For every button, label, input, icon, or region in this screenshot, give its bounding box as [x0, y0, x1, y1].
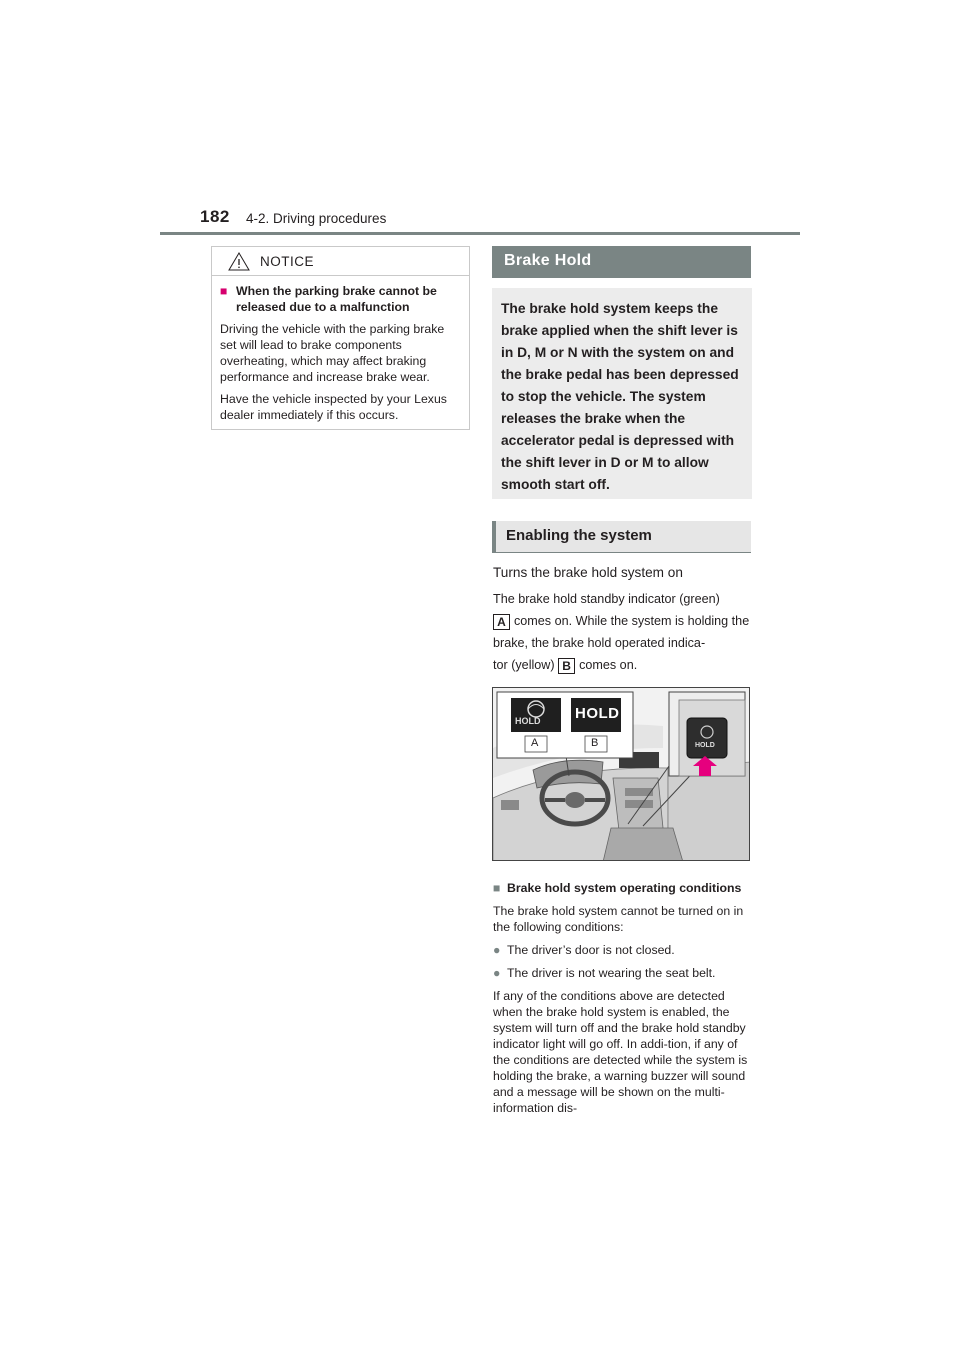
notice-subheading-text: When the parking brake cannot be released due to a malfunction	[236, 284, 437, 314]
notice-paragraph-2: Have the vehicle inspected by your Lexus dealer immediately if this occurs.	[220, 392, 447, 422]
conditions-heading-text: Brake hold system operating conditions	[507, 881, 742, 895]
conditions-section	[493, 880, 755, 1116]
square-bullet-icon: ■	[493, 881, 501, 895]
enabling-instruction: Turns the brake hold system on	[493, 565, 683, 580]
brake-hold-title-bar: Brake Hold	[492, 246, 751, 278]
square-bullet-icon: ■	[220, 284, 228, 298]
tag-b: B	[558, 658, 575, 674]
notice-label: NOTICE	[260, 254, 315, 269]
section-title: 4-2. Driving procedures	[246, 211, 387, 226]
desc-part-4: comes on.	[579, 658, 638, 672]
enabling-title-bar: Enabling the system	[492, 521, 751, 553]
figure-label-b: B	[591, 737, 599, 749]
enabling-description	[493, 588, 755, 676]
brake-hold-figure	[492, 687, 750, 861]
page-number: 182	[200, 207, 230, 226]
indicator-b-text: HOLD	[575, 705, 620, 722]
notice-subheading	[220, 283, 455, 315]
switch-text: HOLD	[695, 742, 715, 749]
notice-header	[212, 247, 469, 276]
condition-item-text: The driver’s door is not closed.	[507, 943, 675, 957]
dashboard-illustration	[493, 688, 750, 861]
indicator-a-text: HOLD	[515, 716, 541, 726]
circle-bullet-icon: ●	[493, 966, 501, 980]
condition-item	[493, 942, 755, 958]
tag-a: A	[493, 614, 510, 630]
notice-paragraph-1: Driving the vehicle with the parking brake set will lead to brake components overheating, which may affect braking performance and increase brake wear.	[220, 322, 445, 384]
conditions-heading	[493, 880, 755, 896]
desc-part-3: tor (yellow)	[493, 658, 555, 672]
desc-part-1: The brake hold standby indicator (green)	[493, 592, 720, 606]
condition-item	[493, 965, 755, 981]
header-rule	[160, 232, 800, 235]
circle-bullet-icon: ●	[493, 943, 501, 957]
notice-body	[212, 276, 469, 423]
condition-item-text: The driver is not wearing the seat belt.	[507, 966, 716, 980]
page-header	[160, 205, 800, 235]
warning-triangle-icon	[228, 252, 250, 271]
brake-hold-intro: The brake hold system keeps the brake applied when the shift lever is in D, M or N with the system on and the brake pedal has been depressed to stop the vehicle. The system releases the brake when the accelerator pedal is depressed with the shift lever in D or M to allow smooth start off.	[492, 288, 752, 499]
figure-label-a: A	[531, 737, 539, 749]
desc-part-2: comes on. While the system is holding the brake, the brake hold operated indica-	[493, 614, 750, 650]
notice-box	[211, 246, 470, 430]
conditions-intro: The brake hold system cannot be turned on in the following conditions:	[493, 904, 744, 934]
conditions-closing: If any of the conditions above are detected when the brake hold system is enabled, the system will turn off and the brake hold standby indicator light will go off. In addi-tion, if any of the conditions are detected while the system is holding the brake, a warning buzzer will sound and a message will be shown on the multi-information dis-	[493, 989, 748, 1115]
